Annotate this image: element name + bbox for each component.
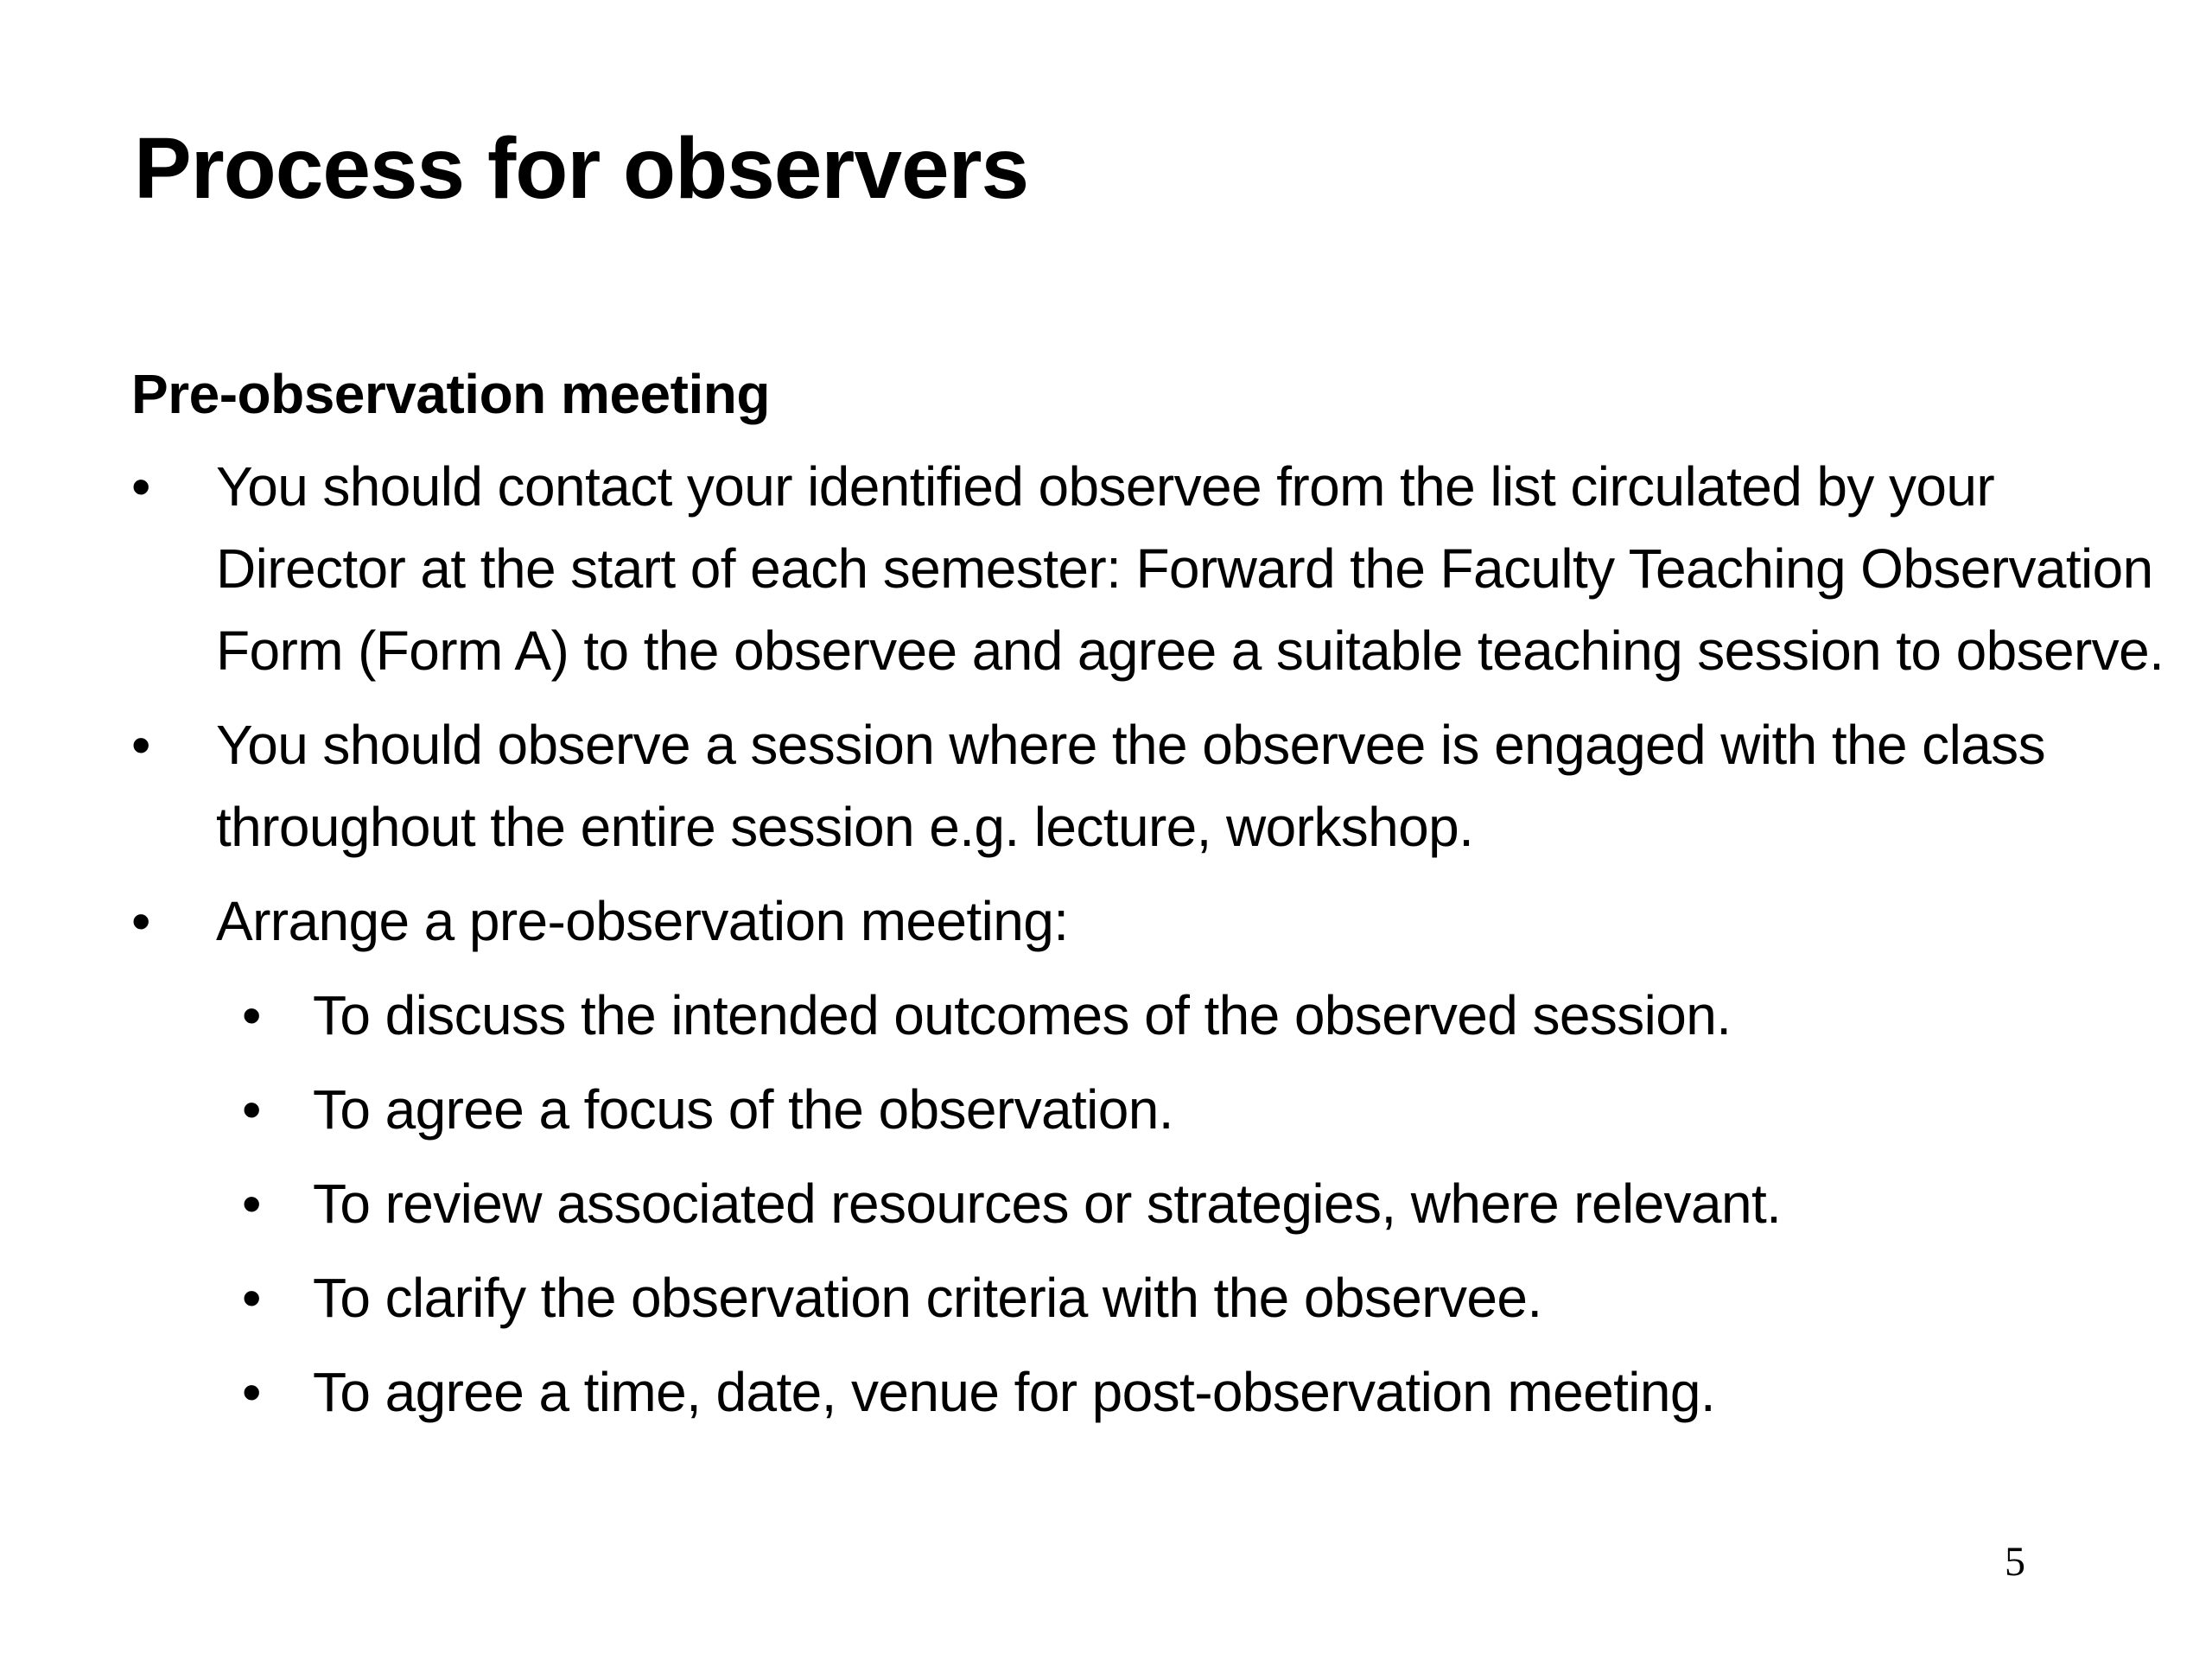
bullet-icon: •: [131, 890, 150, 952]
sub-bullet-text: To discuss the intended outcomes of the observed session.: [313, 984, 1732, 1046]
sub-bullet-item: [131, 1257, 2171, 1339]
bullet-text: You should contact your identified observee from the list circulated by your Director at the start of each semester: Forward the Faculty Teaching Observation Form (Form A) to the observee and agree a suitable teaching session to observe.: [216, 455, 2164, 682]
section-heading: Pre-observation meeting: [131, 363, 770, 425]
bullet-text: Arrange a pre-observation meeting:: [216, 890, 1069, 952]
sub-bullet-text: To clarify the observation criteria with the observee.: [313, 1267, 1542, 1329]
bullet-icon: •: [242, 1078, 261, 1141]
bullet-text: You should observe a session where the observee is engaged with the class throughout the entire session e.g. lecture, workshop.: [216, 714, 2045, 858]
bullet-item-arrange-meeting: [131, 880, 2171, 1433]
sub-bullet-text: To agree a focus of the observation.: [313, 1078, 1173, 1141]
bullet-icon: •: [242, 1173, 261, 1235]
sub-bullet-item: [131, 1069, 2171, 1151]
bullet-icon: •: [131, 714, 150, 776]
sub-bullet-text: To agree a time, date, venue for post-observation meeting.: [313, 1361, 1716, 1423]
sub-bullet-text: To review associated resources or strategies, where relevant.: [313, 1173, 1782, 1235]
bullet-icon: •: [242, 984, 261, 1046]
sub-bullet-list: [131, 975, 2171, 1433]
sub-bullet-item: [131, 1351, 2171, 1433]
slide-content: [131, 353, 2171, 1446]
sub-bullet-item: [131, 975, 2171, 1057]
slide-title: Process for observers: [134, 120, 1029, 217]
bullet-item-contact-observee: [131, 446, 2171, 692]
bullet-list: [131, 446, 2171, 1433]
bullet-item-observe-session: [131, 704, 2171, 868]
page-number: 5: [2005, 1539, 2025, 1585]
bullet-icon: •: [242, 1267, 261, 1329]
sub-bullet-item: [131, 1163, 2171, 1245]
bullet-icon: •: [131, 455, 150, 518]
bullet-icon: •: [242, 1361, 261, 1423]
